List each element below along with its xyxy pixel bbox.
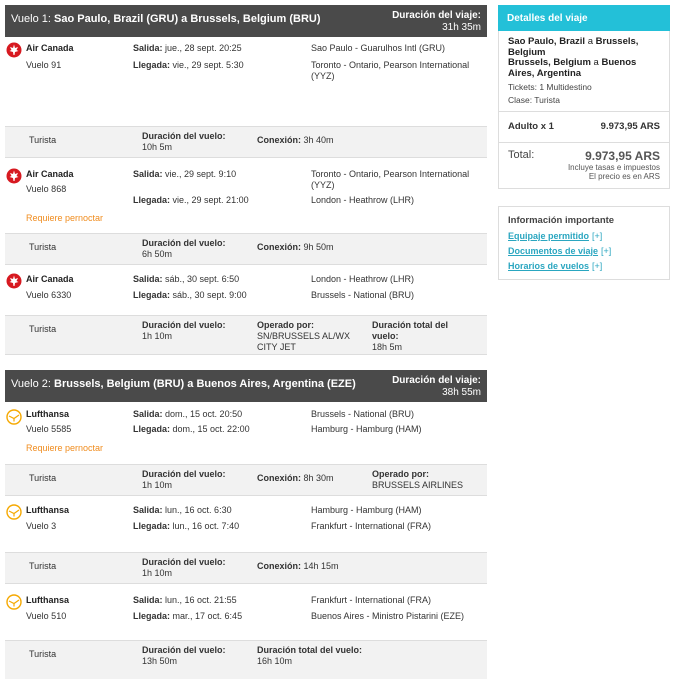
airline-name: Air Canada: [26, 274, 74, 284]
flight1-segment-1: [5, 37, 487, 99]
air-canada-logo-icon: [6, 168, 22, 184]
important-info-box: [498, 206, 670, 280]
connection-time: Conexión: 8h 30m: [257, 473, 334, 483]
departure-time: Salida: sáb., 30 sept. 6:50: [133, 274, 240, 284]
airline-name: Air Canada: [26, 43, 74, 53]
flight-number: Vuelo 5585: [26, 424, 72, 434]
departure-location: Hamburg - Hamburg (HAM): [311, 505, 422, 515]
flight1-segment-1-info: [5, 126, 487, 158]
arrival-time: Llegada: dom., 15 oct. 22:00: [133, 424, 250, 434]
cabin-class: Turista: [29, 561, 57, 571]
air-canada-logo-icon: [6, 42, 22, 58]
flight-number: Vuelo 91: [26, 60, 62, 70]
departure-time: Salida: vie., 29 sept. 9:10: [133, 169, 237, 179]
important-info-title: Información importante: [508, 215, 615, 226]
operated-by: Operado por: BRUSSELS AIRLINES: [372, 469, 464, 490]
arrival-location: London - Heathrow (LHR): [311, 195, 415, 205]
arrival-location: Hamburg - Hamburg (HAM): [311, 424, 422, 434]
arrival-location: Buenos Aires - Ministro Pistarini (EZE): [311, 611, 465, 621]
trip-summary: [498, 31, 670, 112]
connection-time: Conexión: 3h 40m: [257, 135, 334, 145]
class-info: Clase: Turista: [508, 95, 560, 105]
flight1-segment-2: [5, 158, 487, 228]
departure-location: Brussels - National (BRU): [311, 409, 415, 419]
route-2-summary: Brussels, Belgium a Buenos Aires, Argentina: [508, 57, 637, 79]
flight-duration: Duración del vuelo: 6h 50m: [142, 238, 226, 259]
lufthansa-logo-icon: [6, 594, 22, 610]
currency-note: El precio es en ARS: [588, 172, 660, 181]
cabin-class: Turista: [29, 324, 57, 334]
adult-price-row: [508, 121, 660, 132]
total-value: 9.973,95 ARS: [585, 149, 660, 163]
connection-time: Conexión: 9h 50m: [257, 242, 334, 252]
arrival-location: Brussels - National (BRU): [311, 290, 415, 300]
cabin-class: Turista: [29, 135, 57, 145]
tax-note: Incluye tasas e impuestos: [567, 163, 660, 172]
overnight-notice: Requiere pernoctar: [26, 443, 104, 453]
airline-name: Air Canada: [26, 169, 74, 179]
lufthansa-logo-icon: [6, 504, 22, 520]
overnight-notice: Requiere pernoctar: [26, 213, 104, 223]
flight2-segment-1-info: [5, 464, 487, 496]
flight-number: Vuelo 3: [26, 521, 57, 531]
cabin-class: Turista: [29, 242, 57, 252]
price-box: [498, 112, 670, 189]
departure-location: Toronto - Ontario, Pearson International (YYZ): [311, 169, 470, 190]
lufthansa-logo-icon: [6, 409, 22, 425]
air-canada-logo-icon: [6, 273, 22, 289]
flight2-segment-2: [5, 496, 487, 552]
flight-number: Vuelo 510: [26, 611, 67, 621]
flight-number: Vuelo 868: [26, 184, 67, 194]
arrival-time: Llegada: sáb., 30 sept. 9:00: [133, 290, 247, 300]
flight-duration: Duración del vuelo: 10h 5m: [142, 131, 226, 152]
arrival-location: Frankfurt - International (FRA): [311, 521, 432, 531]
total-label: Total:: [508, 149, 535, 161]
total-flight-duration: Duración total del vuelo: 16h 10m: [257, 645, 363, 666]
adult-price: 9.973,95 ARS: [600, 121, 660, 132]
flight2-segment-2-info: [5, 552, 487, 584]
flight2-header: [5, 370, 487, 402]
connection-time: Conexión: 14h 15m: [257, 561, 339, 571]
departure-time: Salida: lun., 16 oct. 21:55: [133, 595, 237, 605]
arrival-time: Llegada: vie., 29 sept. 21:00: [133, 195, 249, 205]
flight2-segment-3-info: [5, 640, 487, 679]
flight-duration: Duración del vuelo: 1h 10m: [142, 320, 226, 341]
airline-name: Lufthansa: [26, 409, 70, 419]
arrival-time: Llegada: vie., 29 sept. 5:30: [133, 60, 244, 70]
flight1-duration: Duración del viaje: 31h 35m: [392, 10, 481, 33]
arrival-time: Llegada: lun., 16 oct. 7:40: [133, 521, 240, 531]
itinerary: [5, 5, 487, 679]
flight2-duration: Duración del viaje: 38h 55m: [392, 375, 481, 398]
flight1-segment-3-info: [5, 315, 487, 355]
total-flight-duration: Duración total del vuelo: 18h 5m: [372, 320, 449, 352]
flight1-segment-2-info: [5, 233, 487, 265]
operated-by: Operado por: SN/BRUSSELS AL/WX CITY JET: [257, 320, 351, 352]
tickets-info: Tickets: 1 Multidestino: [508, 82, 592, 92]
departure-time: Salida: jue., 28 sept. 20:25: [133, 43, 242, 53]
flight2-segment-3: [5, 584, 487, 640]
airline-name: Lufthansa: [26, 505, 70, 515]
departure-time: Salida: lun., 16 oct. 6:30: [133, 505, 232, 515]
flight-number: Vuelo 6330: [26, 290, 72, 300]
departure-location: Sao Paulo - Guarulhos Intl (GRU): [311, 43, 446, 53]
flight1-segment-3: [5, 265, 487, 315]
flight-schedules-link[interactable]: Horarios de vuelos [+]: [508, 261, 603, 271]
total-row: [508, 149, 660, 163]
departure-location: London - Heathrow (LHR): [311, 274, 415, 284]
cabin-class: Turista: [29, 649, 57, 659]
departure-location: Frankfurt - International (FRA): [311, 595, 432, 605]
arrival-time: Llegada: mar., 17 oct. 6:45: [133, 611, 243, 621]
departure-time: Salida: dom., 15 oct. 20:50: [133, 409, 243, 419]
arrival-location: Toronto - Ontario, Pearson International (YYZ): [311, 60, 470, 81]
flight1-route: Vuelo 1: Sao Paulo, Brazil (GRU) a Brussels, Belgium (BRU): [11, 13, 321, 25]
trip-details-title: Detalles del viaje: [498, 5, 670, 31]
flight-duration: Duración del vuelo: 13h 50m: [142, 645, 226, 666]
adult-label: Adulto x 1: [508, 121, 554, 132]
cabin-class: Turista: [29, 473, 57, 483]
baggage-link[interactable]: Equipaje permitido [+]: [508, 231, 603, 241]
route-1-summary: Sao Paulo, Brazil a Brussels, Belgium: [508, 36, 639, 58]
flight2-route: Vuelo 2: Brussels, Belgium (BRU) a Buenos Aires, Argentina (EZE): [11, 378, 356, 390]
flight2-segment-1: [5, 402, 487, 464]
flight-duration: Duración del vuelo: 1h 10m: [142, 469, 226, 490]
flight-duration: Duración del vuelo: 1h 10m: [142, 557, 226, 578]
airline-name: Lufthansa: [26, 595, 70, 605]
flight1-header: [5, 5, 487, 37]
travel-documents-link[interactable]: Documentos de viaje [+]: [508, 246, 612, 256]
trip-details-sidebar: [498, 5, 670, 280]
